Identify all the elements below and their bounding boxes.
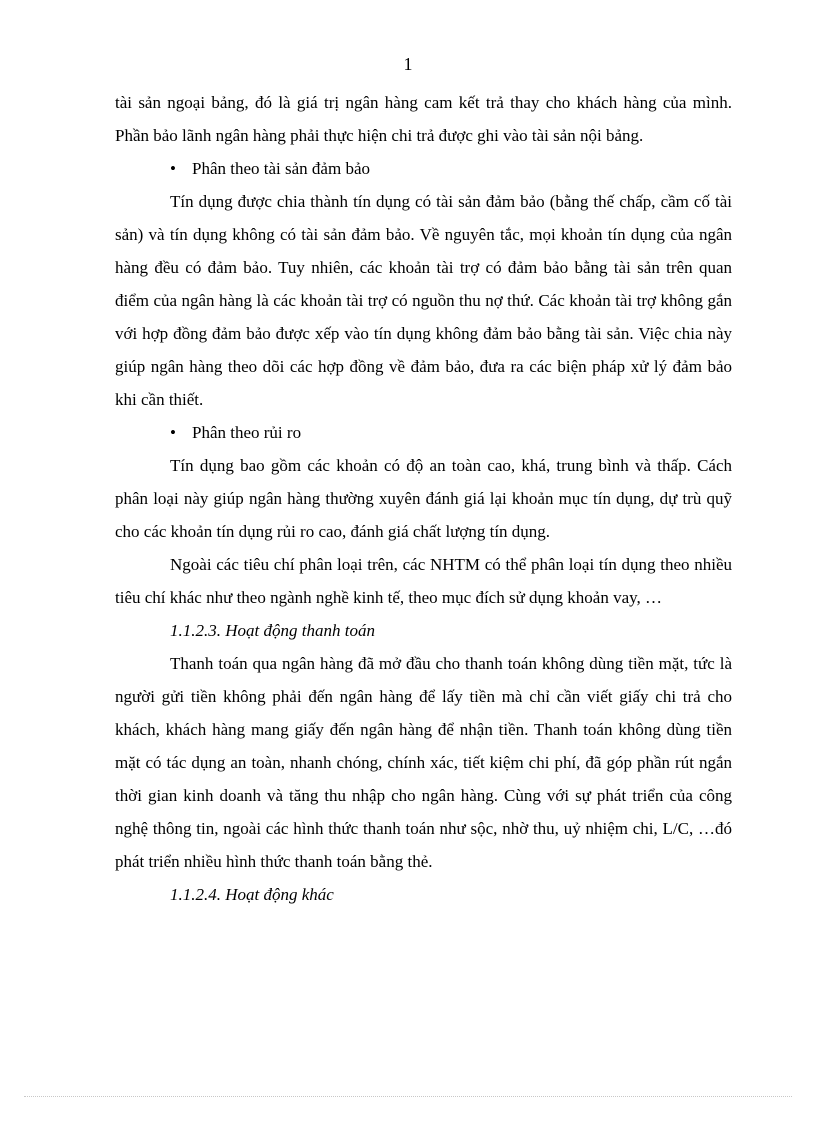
section-heading-payment: 1.1.2.3. Hoạt động thanh toán xyxy=(170,621,375,640)
bullet-dot-icon: • xyxy=(170,423,176,442)
risk-paragraph: Tín dụng bao gồm các khoản có độ an toàn cao, khá, trung bình và thấp. Cách phân loại này giúp ngân hàng thường xuyên đánh giá lại khoản mục tín dụng, dự trù quỹ cho các khoản tín dụng rủi ro cao, đánh giá chất lượng tín dụng. xyxy=(115,456,732,541)
other-criteria-paragraph: Ngoài các tiêu chí phân loại trên, các NHTM có thể phân loại tín dụng theo nhiều tiêu chí khác như theo ngành nghề kinh tế, theo mục đích sử dụng khoản vay, … xyxy=(115,555,732,607)
bullet-dot-icon: • xyxy=(170,159,176,178)
document-body xyxy=(115,86,732,911)
collateral-paragraph: Tín dụng được chia thành tín dụng có tài sản đảm bảo (bằng thế chấp, cầm cố tài sản) và tín dụng không có tài sản đảm bảo. Về nguyên tắc, mọi khoản tín dụng của ngân hàng đều có đảm bảo. Tuy nhiên, các khoản tài trợ có đảm bảo bằng tài sản trên quan điểm của ngân hàng là các khoản tài trợ có nguồn thu nợ thứ. Các khoản tài trợ không gắn với hợp đồng đảm bảo được xếp vào tín dụng không đảm bảo bằng tài sản. Việc chia này giúp ngân hàng theo dõi các hợp đồng về đảm bảo, đưa ra các biện pháp xử lý đảm bảo khi cần thiết. xyxy=(115,192,732,409)
bullet-collateral-label: Phân theo tài sản đảm bảo xyxy=(192,159,370,178)
bullet-collateral xyxy=(115,152,732,185)
page-number: 1 xyxy=(403,54,413,74)
bullet-risk xyxy=(115,416,732,449)
page-footer-divider xyxy=(24,1096,792,1097)
bullet-risk-label: Phân theo rủi ro xyxy=(192,423,302,442)
intro-paragraph: tài sản ngoại bảng, đó là giá trị ngân hàng cam kết trả thay cho khách hàng của mình. Phần bảo lãnh ngân hàng phải thực hiện chi trả được ghi vào tài sản nội bảng. xyxy=(115,93,732,145)
payment-paragraph: Thanh toán qua ngân hàng đã mở đầu cho thanh toán không dùng tiền mặt, tức là người gửi tiền không phải đến ngân hàng để lấy tiền mà chỉ cần viết giấy chi trả cho khách, khách hàng mang giấy đến ngân hàng để nhận tiền. Thanh toán không dùng tiền mặt có tác dụng an toàn, nhanh chóng, chính xác, tiết kiệm chi phí, đã góp phần rút ngắn thời gian kinh doanh và tăng thu nhập cho ngân hàng. Cùng với sự phát triển của công nghệ thông tin, ngoài các hình thức thanh toán như sộc, nhờ thu, uỷ nhiệm chi, L/C, …đó phát triển nhiều hình thức thanh toán bằng thẻ. xyxy=(115,654,732,871)
section-heading-other: 1.1.2.4. Hoạt động khác xyxy=(170,885,334,904)
